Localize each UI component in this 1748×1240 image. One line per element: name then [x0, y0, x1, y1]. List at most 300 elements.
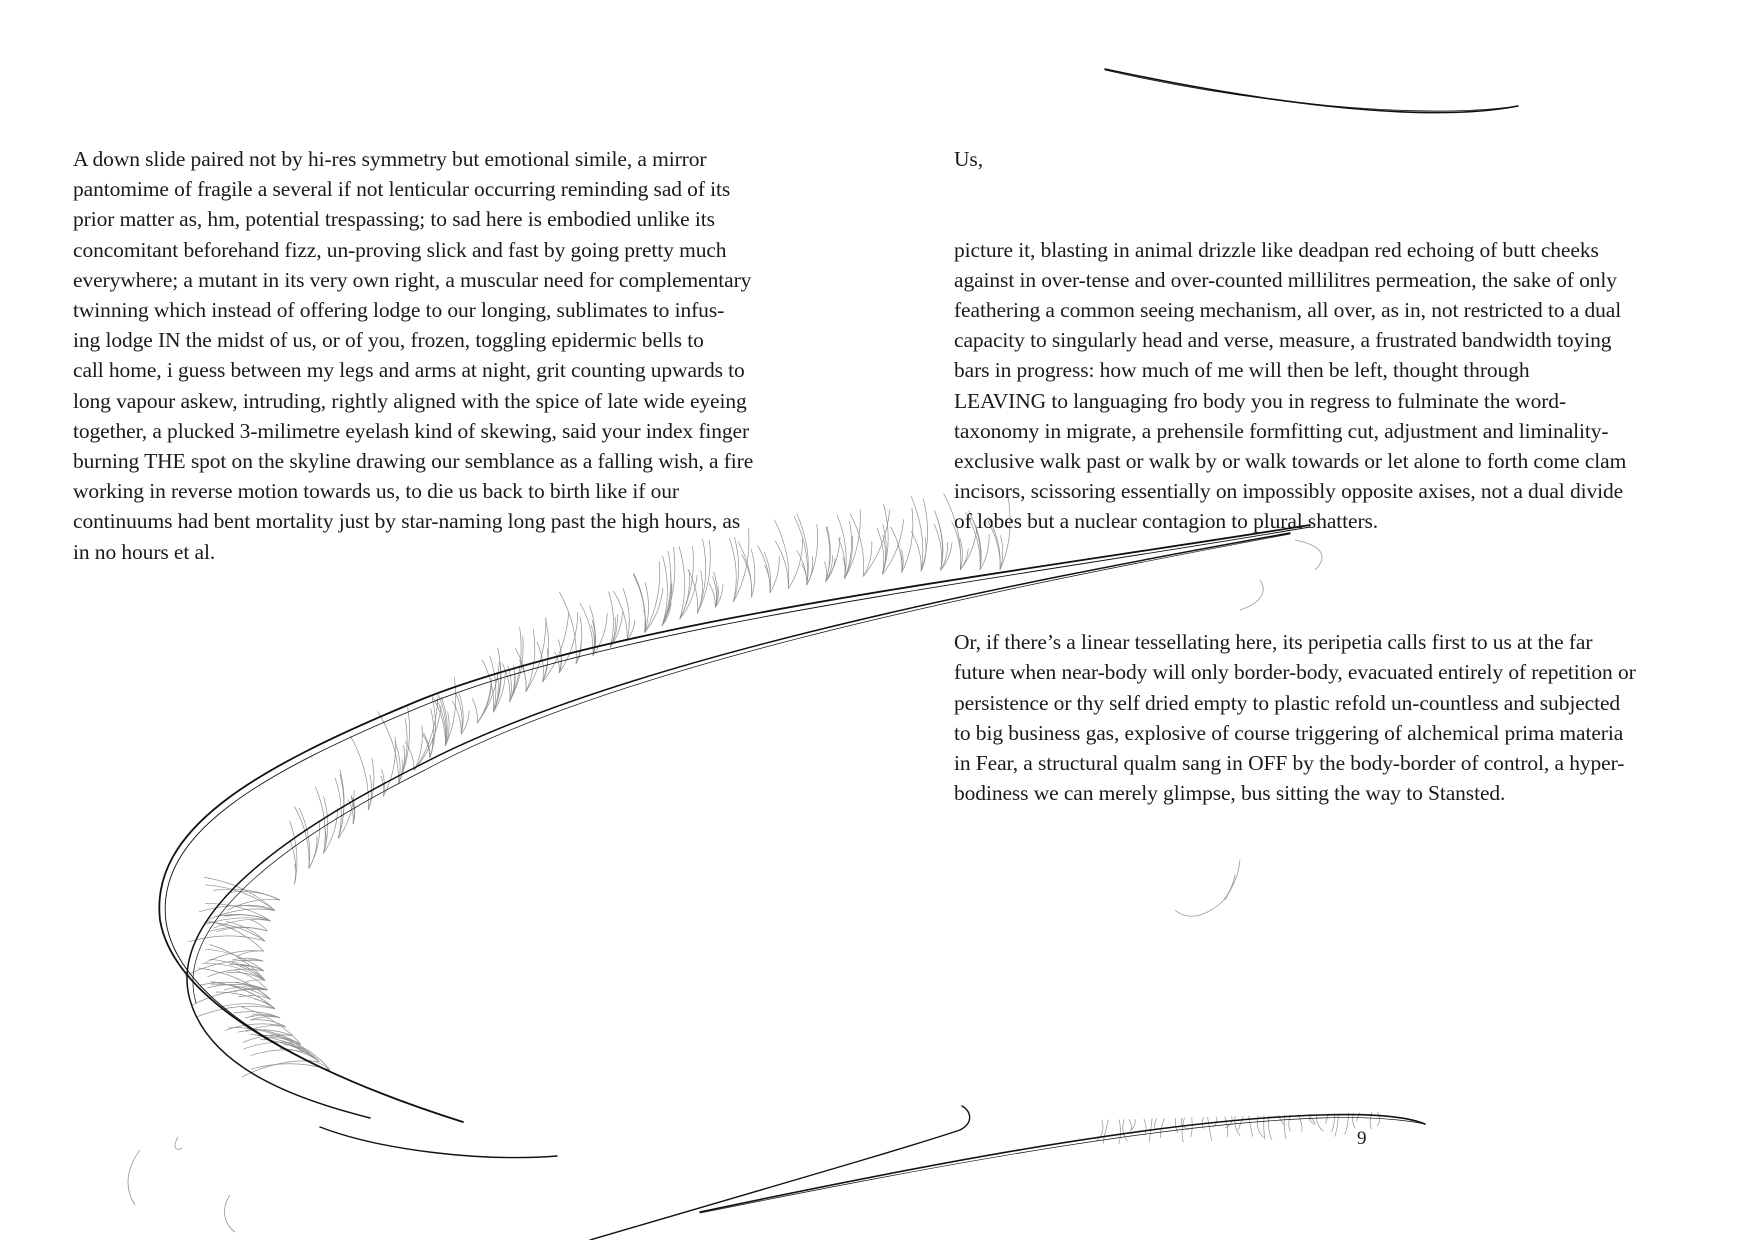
- text-line: pantomime of fragile a several if not lenticular occurring reminding sad of its: [73, 177, 731, 202]
- hair-strand: [188, 936, 265, 942]
- hair-strand: [1213, 1117, 1217, 1127]
- hair-strand: [226, 915, 271, 921]
- hair-strand: [338, 790, 354, 838]
- hair-strand: [843, 558, 846, 579]
- hair-strand: [1284, 1115, 1286, 1140]
- hair-strand: [645, 582, 649, 632]
- hair-strand: [368, 758, 374, 810]
- hair-strand: [381, 776, 384, 797]
- hair-strand: [243, 1035, 293, 1043]
- text-line: future when near-body will only border-body, evacuated entirely of repetition or: [954, 660, 1636, 685]
- hair-strand: [221, 1004, 275, 1009]
- hair-strand: [192, 989, 268, 1005]
- hair-strand: [241, 1007, 300, 1045]
- hair-strand: [941, 542, 948, 570]
- hair-strand: [378, 711, 399, 783]
- hair-strand: [921, 537, 926, 571]
- hair-strand: [493, 661, 501, 712]
- hair-strand: [1155, 1118, 1157, 1128]
- hair-strand: [1103, 1120, 1108, 1144]
- hair-strand: [206, 951, 264, 963]
- hair-strand: [238, 996, 270, 1000]
- hair-strand: [351, 797, 354, 824]
- hair-strand: [430, 709, 434, 758]
- hair-strand: [543, 618, 549, 682]
- hair-strand: [1191, 1117, 1193, 1137]
- hair-strand: [645, 561, 660, 632]
- hair-strand: [826, 527, 830, 582]
- hair-strand: [493, 648, 500, 712]
- hair-strand: [493, 671, 505, 713]
- hair-strand: [715, 584, 723, 607]
- hair-strand: [324, 796, 328, 853]
- text-line: bars in progress: how much of me will then be left, thought through: [954, 358, 1530, 383]
- hair-strand: [863, 541, 872, 576]
- hair-strand: [493, 672, 498, 712]
- hair-strand: [422, 734, 430, 758]
- hair-strand: [911, 496, 923, 571]
- text-line: persistence or thy self dried empty to plastic refold un-countless and subjected: [954, 690, 1621, 715]
- hair-strand: [593, 613, 607, 656]
- hair-strand: [205, 904, 271, 921]
- hair-strand: [477, 662, 499, 723]
- hair-strand: [353, 798, 355, 824]
- text-line: burning THE spot on the skyline drawing our semblance as a falling wish, a fire: [73, 449, 754, 474]
- hair-strand: [250, 1034, 319, 1061]
- hair-strand: [1357, 1113, 1360, 1122]
- hair-strand: [850, 513, 864, 576]
- hair-strand: [844, 536, 852, 579]
- hair-strand: [251, 1014, 280, 1018]
- hair-strand: [1335, 1113, 1339, 1136]
- hair-strand: [247, 1029, 310, 1053]
- hair-strand: [590, 605, 596, 656]
- hair-strand: [232, 962, 265, 981]
- hair-strand: [437, 692, 446, 746]
- text-line: of lobes but a nuclear contagion to plural shatters.: [954, 509, 1379, 534]
- hair-strand: [709, 583, 715, 607]
- hair-strand: [592, 621, 595, 656]
- text-line: to big business gas, explosive of course triggering of alchemical prima materia: [954, 720, 1624, 745]
- hair-strand: [244, 980, 265, 983]
- hair-strand: [877, 528, 884, 574]
- hair-strand: [351, 795, 354, 824]
- hair-strand: [490, 656, 496, 712]
- hair-strand: [472, 698, 477, 723]
- hair-strand: [633, 574, 645, 633]
- hair-strand: [713, 576, 717, 607]
- hair-strand: [198, 968, 271, 999]
- hair-strand: [381, 769, 384, 796]
- hair-strand: [250, 1017, 280, 1021]
- hair-strand: [1130, 1119, 1135, 1131]
- hair-strand: [239, 966, 264, 971]
- hair-strand: [224, 987, 267, 990]
- hair-strand: [1175, 1118, 1177, 1133]
- hair-strand: [395, 741, 400, 783]
- hair-strand: [196, 1006, 275, 1017]
- hair-strand: [1268, 1115, 1272, 1140]
- hair-strand: [715, 586, 718, 608]
- hair-strand: [1317, 1114, 1324, 1131]
- hair-strand: [662, 603, 671, 626]
- hair-strand: [232, 958, 263, 961]
- hair-strand: [207, 969, 263, 977]
- hair-strand: [414, 705, 441, 770]
- hair-strand: [902, 508, 913, 573]
- hair-strand: [645, 588, 663, 632]
- text-line: taxonomy in migrate, a prehensile formfitting cut, adjustment and liminality-: [954, 418, 1609, 443]
- hair-strand: [1149, 1119, 1152, 1142]
- hair-strand: [250, 1050, 309, 1056]
- text-line: together, a plucked 3-milimetre eyelash kind of skewing, said your index finger: [73, 418, 750, 443]
- hair-strand: [226, 921, 265, 941]
- hair-strand: [204, 877, 275, 910]
- text-line: incisors, scissoring essentially on impossibly opposite axises, not a dual divide: [954, 479, 1624, 504]
- hair-strand: [1289, 1115, 1291, 1132]
- hair-strand: [1181, 1118, 1189, 1130]
- hair-strand: [1225, 1116, 1232, 1128]
- hair-strand: [368, 775, 371, 810]
- hair-strand: [234, 1012, 280, 1018]
- hair-strand: [543, 614, 569, 682]
- hair-strand: [324, 827, 327, 853]
- hair-strand: [269, 1040, 319, 1061]
- hair-strand: [610, 614, 617, 647]
- hair-strand: [338, 774, 344, 838]
- hair-strand: [825, 561, 827, 581]
- hair-strand: [207, 921, 264, 952]
- hair-strand: [826, 555, 833, 582]
- hair-strand: [863, 510, 889, 577]
- hair-strand: [213, 919, 270, 928]
- hair-strand: [508, 665, 512, 702]
- text-line: in no hours et al.: [73, 539, 216, 564]
- text-line: concomitant beforehand fizz, un-proving slick and fast by going pretty much: [73, 237, 727, 262]
- hair-strand: [290, 840, 296, 884]
- text-line: feathering a common seeing mechanism, all over, as in, not restricted to a dual: [954, 298, 1622, 322]
- hair-strand: [510, 627, 522, 702]
- hair-strand: [1353, 1113, 1356, 1128]
- hair-strand: [634, 573, 646, 633]
- hair-strand: [424, 733, 430, 758]
- hair-strand: [609, 592, 614, 648]
- hair-strand: [559, 612, 578, 673]
- hair-strand: [335, 778, 341, 838]
- text-line: bodiness we can merely glimpse, bus sitting the way to Stansted.: [954, 781, 1506, 806]
- hair-strand: [558, 640, 561, 673]
- hair-strand: [580, 603, 593, 656]
- hair-strand: [937, 518, 943, 571]
- text-line: picture it, blasting in animal drizzle like deadpan red echoing of butt cheeks: [954, 237, 1599, 262]
- hair-strand: [941, 542, 953, 570]
- hair-strand: [934, 524, 941, 570]
- hair-strand: [510, 665, 515, 701]
- hair-strand: [1123, 1119, 1128, 1141]
- hair-strand: [826, 558, 836, 581]
- hair-strand: [224, 915, 271, 921]
- hair-strand: [697, 571, 702, 614]
- hair-strand: [238, 1030, 293, 1036]
- hair-strand: [844, 521, 851, 579]
- hair-strand: [526, 629, 535, 692]
- paragraph-2: [954, 627, 1694, 808]
- hair-strand: [1278, 1115, 1284, 1125]
- hair-strand: [623, 588, 629, 640]
- hair-strand: [309, 822, 320, 868]
- hair-strand: [324, 808, 338, 853]
- hair-strand: [315, 787, 325, 853]
- left-text-column: [73, 144, 813, 567]
- hair-strand: [837, 515, 846, 579]
- hair-strand: [882, 535, 885, 575]
- hair-strand: [237, 905, 275, 910]
- hair-strand: [921, 498, 927, 571]
- hair-strand: [1161, 1118, 1165, 1138]
- hair-strand: [267, 1038, 301, 1045]
- hair-strand: [593, 626, 596, 656]
- hair-strand: [901, 550, 903, 573]
- text-line: everywhere; a mutant in its very own right, a muscular need for complementary: [73, 267, 752, 292]
- hair-strand: [1370, 1112, 1372, 1129]
- hair-strand: [242, 1061, 319, 1077]
- hair-strand: [399, 760, 403, 784]
- hair-strand: [627, 620, 635, 640]
- hair-strand: [430, 698, 436, 758]
- hair-strand: [461, 710, 469, 734]
- hair-strand: [251, 1064, 330, 1070]
- hair-strand: [228, 1028, 301, 1045]
- text-line: LEAVING to languaging fro body you in regress to fulminate the word-: [954, 388, 1566, 413]
- hair-strand: [1235, 1116, 1240, 1136]
- hair-strand: [610, 617, 615, 648]
- hair-strand: [280, 1048, 319, 1061]
- hair-strand: [309, 836, 317, 869]
- hair-strand: [1299, 1114, 1303, 1131]
- hair-strand: [399, 745, 405, 783]
- hair-strand: [414, 725, 422, 770]
- hair-strand: [199, 906, 275, 912]
- hair-strand: [838, 538, 845, 579]
- hair-strand: [243, 1042, 301, 1049]
- hair-strand: [236, 982, 271, 999]
- hair-strand: [515, 648, 526, 691]
- hair-strand: [519, 660, 526, 692]
- text-line: in Fear, a structural qualm sang in OFF by the body-border of control, a hyper-: [954, 751, 1625, 776]
- hair-strand: [510, 674, 516, 701]
- hair-strand: [436, 699, 446, 746]
- hair-strand: [1182, 1118, 1184, 1143]
- hair-strand: [216, 992, 275, 1009]
- hair-strand: [243, 965, 264, 970]
- hair-strand: [430, 738, 433, 758]
- hair-strand: [1264, 1115, 1265, 1139]
- hair-strand: [242, 960, 263, 962]
- hair-strand: [210, 945, 266, 981]
- text-line: capacity to singularly head and verse, measure, a frustrated bandwidth toying: [954, 328, 1612, 353]
- text-line: long vapour askew, intruding, rightly aligned with the spice of late wide eyeing: [73, 388, 747, 413]
- hair-strand: [1309, 1114, 1316, 1123]
- hair-strand: [283, 1045, 309, 1053]
- hair-strand: [1257, 1116, 1263, 1138]
- hair-strand: [231, 892, 280, 900]
- hair-strand: [258, 1035, 301, 1044]
- text-line: against in over-tense and over-counted millilitres permeation, the sake of only: [954, 267, 1617, 292]
- hair-strand: [477, 683, 492, 723]
- hair-strand: [205, 922, 265, 941]
- text-line: prior matter as, hm, potential trespassing; to sad here is embodied unlike its: [73, 207, 715, 232]
- hair-strand: [882, 504, 888, 574]
- hair-strand: [200, 982, 268, 990]
- hair-strand: [543, 649, 548, 683]
- text-line: working in reverse motion towards us, to die us back to birth like if our: [73, 479, 679, 504]
- hair-strand: [898, 545, 903, 573]
- hair-strand: [399, 707, 410, 783]
- hair-strand: [502, 663, 510, 702]
- hair-strand: [210, 984, 270, 999]
- text-line: A down slide paired not by hi-res symmetry but emotional simile, a mirror: [73, 147, 707, 171]
- hair-strand: [281, 1038, 330, 1070]
- hair-strand: [234, 988, 268, 992]
- hair-strand: [210, 982, 275, 1009]
- hair-strand: [445, 678, 455, 746]
- hair-strand: [264, 1035, 294, 1039]
- hair-strand: [227, 972, 266, 980]
- hair-strand: [205, 949, 263, 971]
- hair-strand: [1332, 1113, 1335, 1132]
- hair-strand: [405, 742, 414, 771]
- hair-strand: [1249, 1116, 1253, 1137]
- hair-strand: [714, 572, 718, 608]
- right-text-column: [954, 144, 1694, 808]
- hair-strand: [526, 618, 546, 692]
- hair-strand: [216, 928, 267, 932]
- hair-strand: [210, 909, 275, 919]
- hair-strand: [210, 927, 267, 931]
- hair-strand: [236, 951, 263, 957]
- hair-strand: [1345, 1113, 1349, 1135]
- hair-strand: [214, 889, 281, 900]
- hair-strand: [1326, 1114, 1329, 1124]
- hair-strand: [209, 959, 265, 980]
- hair-strand: [228, 899, 280, 909]
- hair-strand: [662, 583, 672, 625]
- hair-strand: [309, 1060, 330, 1070]
- hair-strand: [1096, 1120, 1103, 1141]
- hair-strand: [245, 1015, 280, 1018]
- hair-strand: [610, 611, 623, 647]
- hair-strand: [234, 970, 267, 990]
- salutation: Us,: [954, 147, 983, 171]
- hair-strand: [290, 821, 297, 884]
- hair-strand: [212, 982, 275, 1009]
- hair-strand: [613, 591, 627, 640]
- text-line: exclusive walk past or walk by or walk towards or let alone to forth come clam: [954, 449, 1627, 474]
- hair-strand: [826, 527, 831, 582]
- page-number: 9: [1357, 1128, 1367, 1149]
- hair-strand: [911, 532, 921, 572]
- hair-strand: [456, 694, 462, 734]
- hair-strand: [254, 999, 275, 1008]
- hair-strand: [644, 610, 646, 633]
- hair-strand: [1202, 1117, 1204, 1128]
- hair-strand: [591, 625, 594, 656]
- hair-strand: [260, 1039, 319, 1062]
- hair-strand: [299, 808, 310, 869]
- hair-strand: [414, 697, 438, 771]
- hair-strand: [882, 519, 903, 574]
- hair-strand: [445, 711, 449, 746]
- hair-strand: [348, 800, 353, 824]
- hair-strand: [680, 575, 697, 619]
- hair-strand: [203, 918, 270, 925]
- text-line: Or, if there’s a linear tessellating here, its peripetia calls first to us at the far: [954, 630, 1593, 655]
- hair-strand: [205, 885, 275, 911]
- text-line: ing lodge IN the midst of us, or of you, frozen, toggling epidermic bells to: [73, 328, 704, 353]
- hair-strand: [559, 651, 562, 673]
- hair-strand: [250, 1020, 286, 1027]
- hair-strand: [559, 592, 576, 664]
- hair-strand: [350, 736, 368, 810]
- hair-strand: [688, 569, 698, 613]
- hair-strand: [576, 641, 581, 664]
- hair-strand: [662, 573, 671, 626]
- hair-strand: [765, 565, 771, 593]
- hair-strand: [399, 718, 408, 783]
- hair-strand: [1309, 1114, 1315, 1125]
- text-line: call home, i guess between my legs and arms at night, grit counting upwards to: [73, 358, 745, 383]
- hair-strand: [934, 510, 942, 570]
- hair-strand: [1144, 1119, 1146, 1136]
- hair-strand: [281, 1041, 320, 1062]
- hair-strand: [1225, 1117, 1228, 1138]
- hair-strand: [826, 537, 841, 582]
- hair-strand: [459, 693, 463, 734]
- paragraph-1: [954, 235, 1694, 537]
- hair-strand: [207, 984, 267, 990]
- text-line: twinning which instead of offering lodge to our longing, sublimates to infus-: [73, 298, 725, 323]
- hair-strand: [1208, 1117, 1212, 1141]
- hair-strand: [510, 636, 524, 702]
- hair-strand: [246, 1026, 286, 1032]
- hair-strand: [537, 642, 543, 682]
- hair-strand: [251, 920, 268, 931]
- hair-strand: [1129, 1119, 1132, 1130]
- hair-strand: [482, 659, 494, 712]
- hair-strand: [383, 737, 395, 797]
- hair-strand: [1119, 1120, 1121, 1144]
- hair-strand: [1238, 1116, 1243, 1130]
- hair-strand: [452, 701, 461, 734]
- hair-strand: [555, 651, 560, 673]
- hair-strand: [225, 1024, 286, 1031]
- hair-strand: [185, 960, 263, 976]
- hair-strand: [882, 525, 886, 575]
- hair-strand: [294, 864, 296, 884]
- text-line: continuums had bent mortality just by star-naming long past the high hours, as: [73, 509, 741, 534]
- hair-strand: [295, 806, 310, 868]
- hair-strand: [844, 509, 860, 579]
- hair-strand: [432, 695, 446, 746]
- hair-strand: [680, 570, 690, 619]
- hair-strand: [216, 914, 271, 920]
- hair-strand: [202, 963, 265, 980]
- hair-strand: [1377, 1112, 1380, 1126]
- hair-strand: [338, 769, 344, 838]
- hair-strand: [576, 617, 582, 664]
- hair-strand: [229, 964, 264, 971]
- hair-strand: [441, 697, 447, 746]
